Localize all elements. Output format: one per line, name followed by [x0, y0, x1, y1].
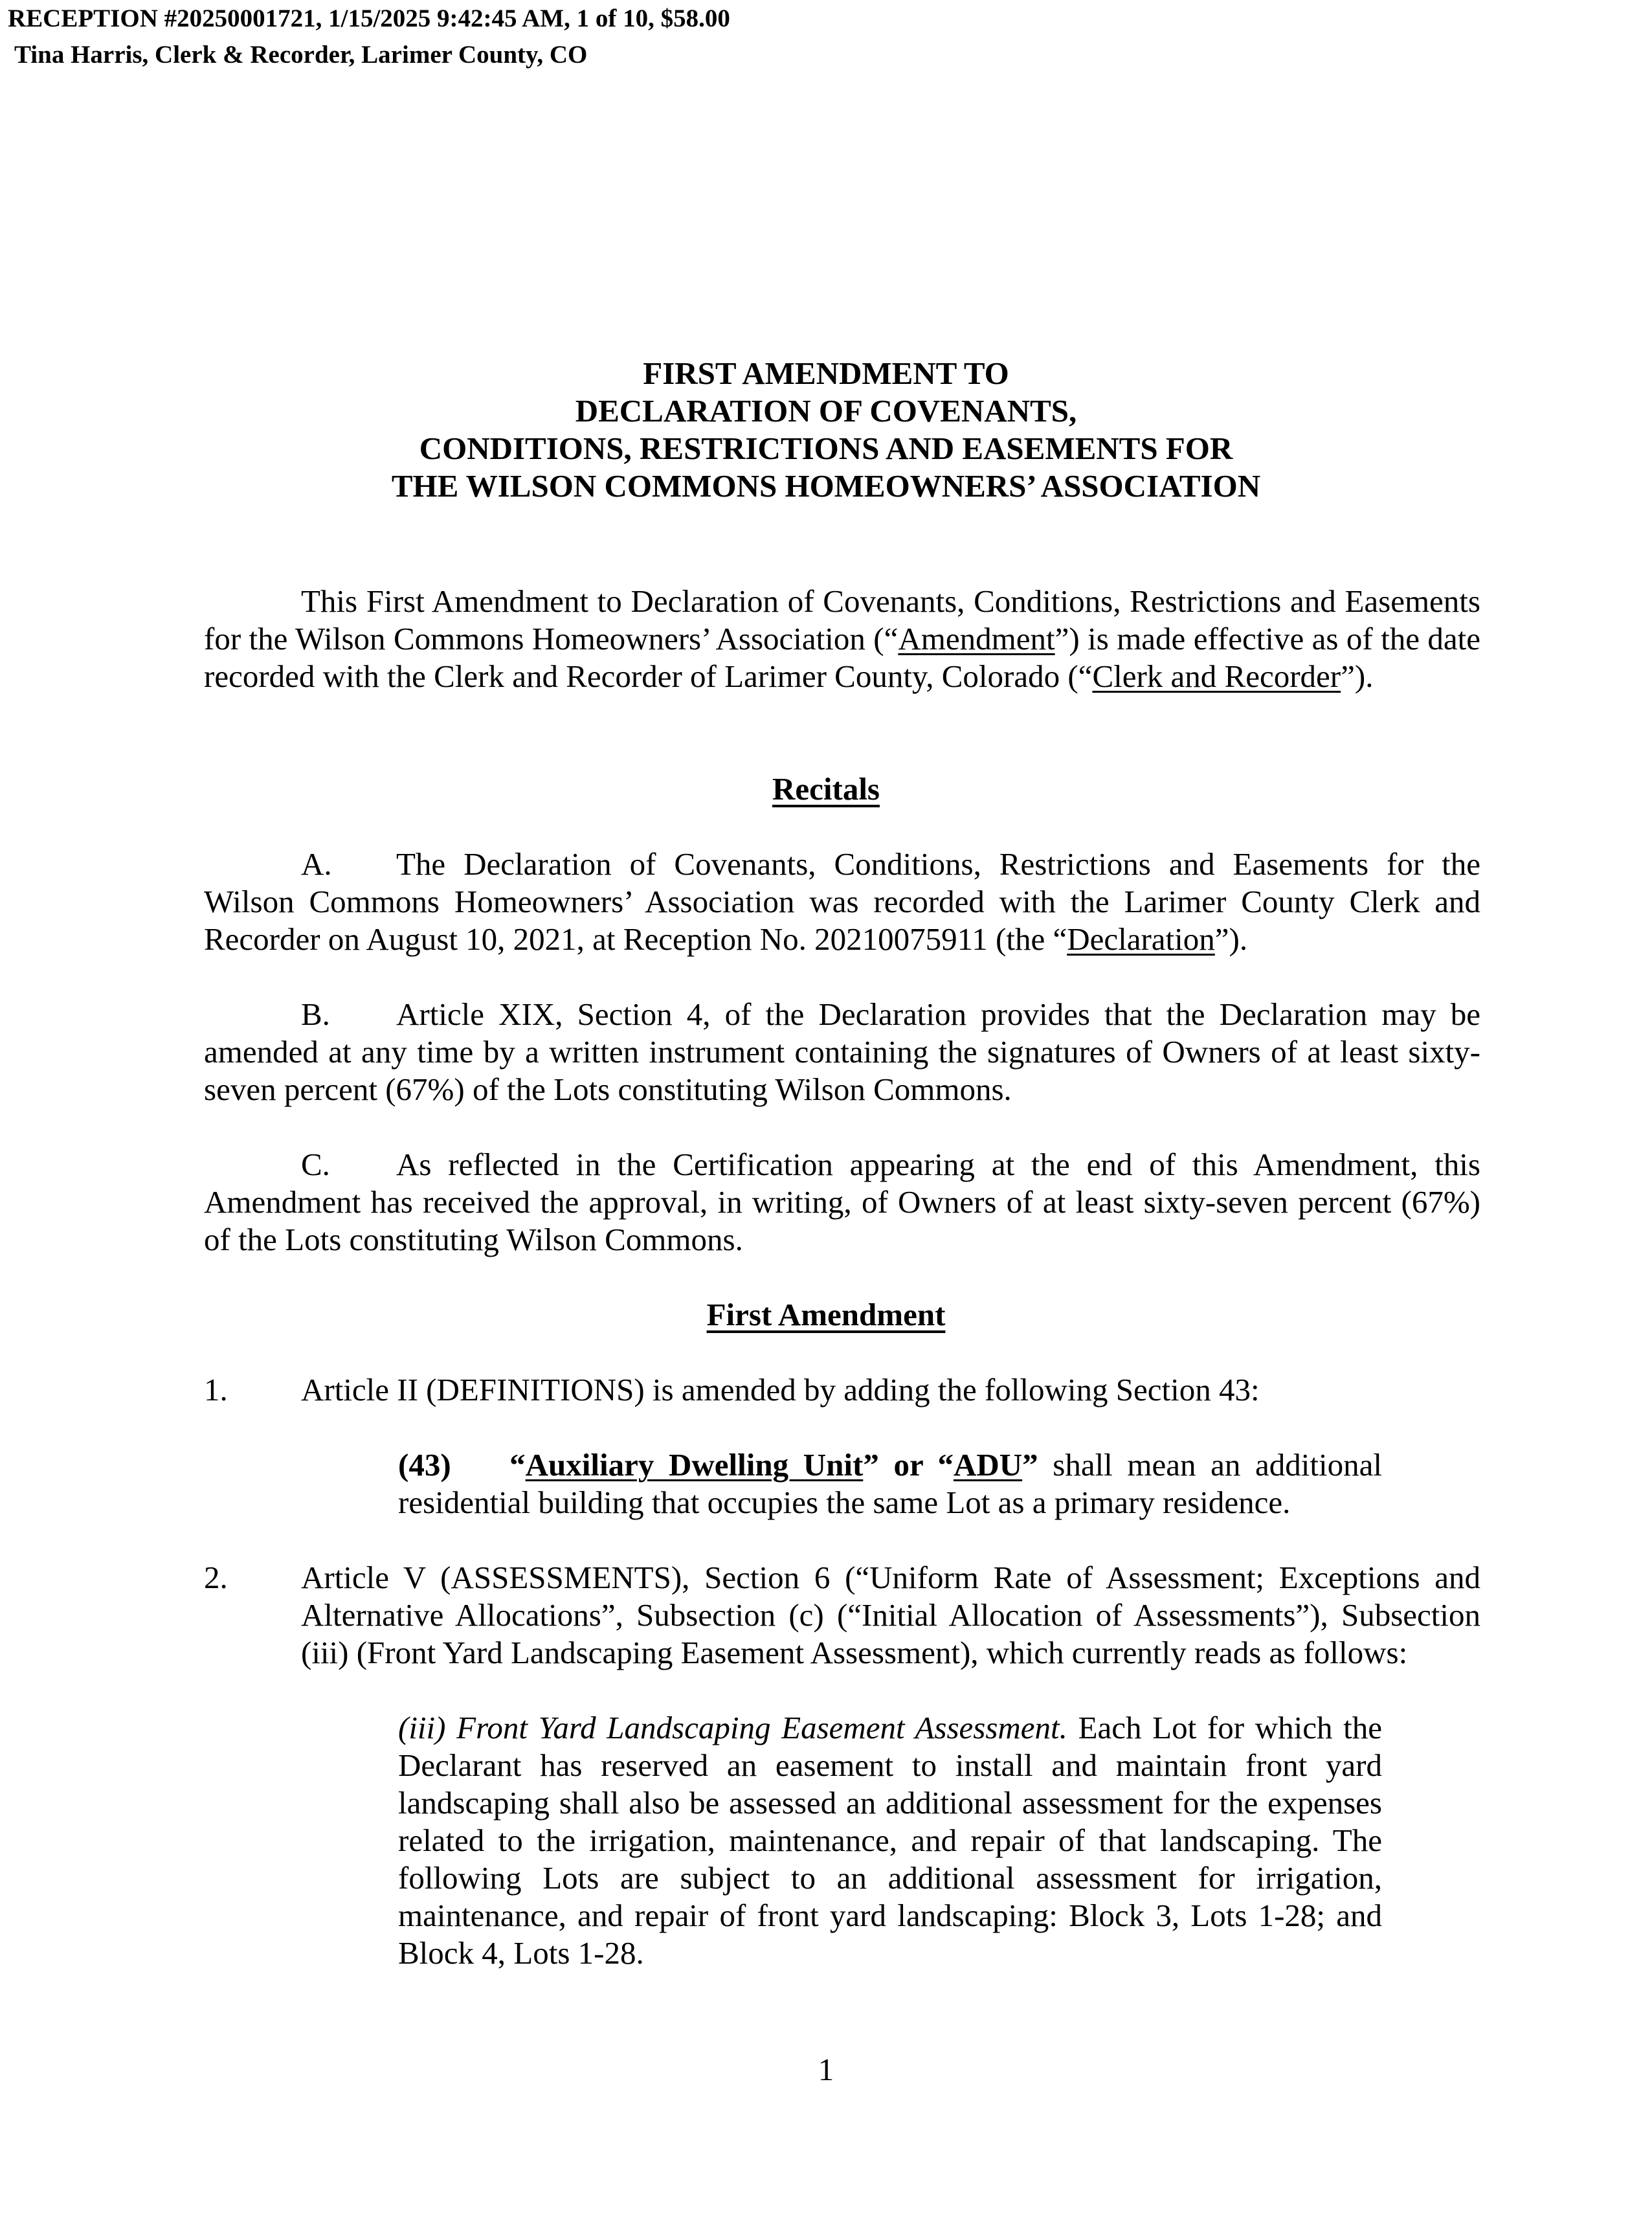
definition-43: (43) “Auxiliary Dwelling Unit” or “ADU” shall mean an additional residential building that occupies the same Lot as a primary residence.	[398, 1447, 1382, 1520]
quoted-subsection-iii: (iii) Front Yard Landscaping Easement Assessment. Each Lot for which the Declarant has reserved an easement to install and maintain front yard landscaping shall also be assessed an additional assessment for the expenses related to the irrigation, maintenance, and repair of that landscaping. The following Lots are subject to an additional assessment for irrigation, maintenance, and repair of front yard landscaping: Block 3, Lots 1-28; and Block 4, Lots 1-28.	[398, 1710, 1383, 1971]
document-title	[0, 355, 1652, 505]
title-line-1: FIRST AMENDMENT TO	[643, 355, 1009, 391]
first-amendment-heading: First Amendment	[706, 1297, 946, 1332]
title-line-2: DECLARATION OF COVENANTS,	[575, 393, 1077, 429]
defined-term-clerk-and-recorder: Clerk and Recorder	[1092, 658, 1341, 694]
intro-paragraph: This First Amendment to Declaration of Covenants, Conditions, Restrictions and Easements for the Wilson Commons Homeowners’ Association (“Amendment”) is made effective as of the date recorded with the Clerk and Recorder of Larimer County, Colorado (“Clerk and Recorder”).	[204, 583, 1480, 694]
defined-term-adu-full: Auxiliary Dwelling Unit	[525, 1447, 864, 1483]
recital-letter: A.	[301, 846, 332, 882]
recital-a: A. The Declaration of Covenants, Conditions, Restrictions and Easements for the Wilson Commons Homeowners’ Association was recorded with the Larimer County Clerk and Recorder on August 10, 2021, at Reception No. 20210075911 (the “Declaration”).	[204, 846, 1480, 957]
recital-b: B. Article XIX, Section 4, of the Declaration provides that the Declaration may be amended at any time by a written instrument containing the signatures of Owners of at least sixty-seven percent (67%) of the Lots constituting Wilson Commons.	[204, 996, 1480, 1107]
definition-number: (43)	[398, 1447, 451, 1483]
item-2-text: Article V (ASSESSMENTS), Section 6 (“Uniform Rate of Assessment; Exceptions and Alternative Allocations”, Subsection (c) (“Initial Allocation of Assessments”), Subsection (iii) (Front Yard Landscaping Easement Assessment), which currently reads as follows:	[301, 1560, 1480, 1670]
defined-term-adu: ADU	[953, 1447, 1023, 1483]
item-number: 1.	[204, 1372, 228, 1407]
defined-term-amendment: Amendment	[898, 621, 1055, 656]
title-line-3: CONDITIONS, RESTRICTIONS AND EASEMENTS FOR	[419, 431, 1233, 466]
page-number: 1	[818, 2052, 834, 2087]
item-1-text: Article II (DEFINITIONS) is amended by adding the following Section 43:	[301, 1372, 1260, 1407]
item-number: 2.	[204, 1560, 228, 1595]
quoted-subsection-title: (iii) Front Yard Landscaping Easement Assessment.	[398, 1710, 1067, 1745]
reception-stamp: RECEPTION #20250001721, 1/15/2025 9:42:45 AM, 1 of 10, $58.00	[8, 5, 730, 32]
recital-letter: B.	[301, 996, 330, 1032]
defined-term-declaration: Declaration	[1067, 921, 1215, 957]
clerk-stamp: Tina Harris, Clerk & Recorder, Larimer County, CO	[14, 41, 588, 69]
recital-letter: C.	[301, 1147, 330, 1182]
recital-c: C. As reflected in the Certification appearing at the end of this Amendment, this Amendment has received the approval, in writing, of Owners of at least sixty-seven percent (67%) of the Lots constituting Wilson Commons.	[204, 1147, 1480, 1257]
title-line-4: THE WILSON COMMONS HOMEOWNERS’ ASSOCIATION	[391, 468, 1261, 504]
recitals-heading: Recitals	[772, 771, 880, 807]
